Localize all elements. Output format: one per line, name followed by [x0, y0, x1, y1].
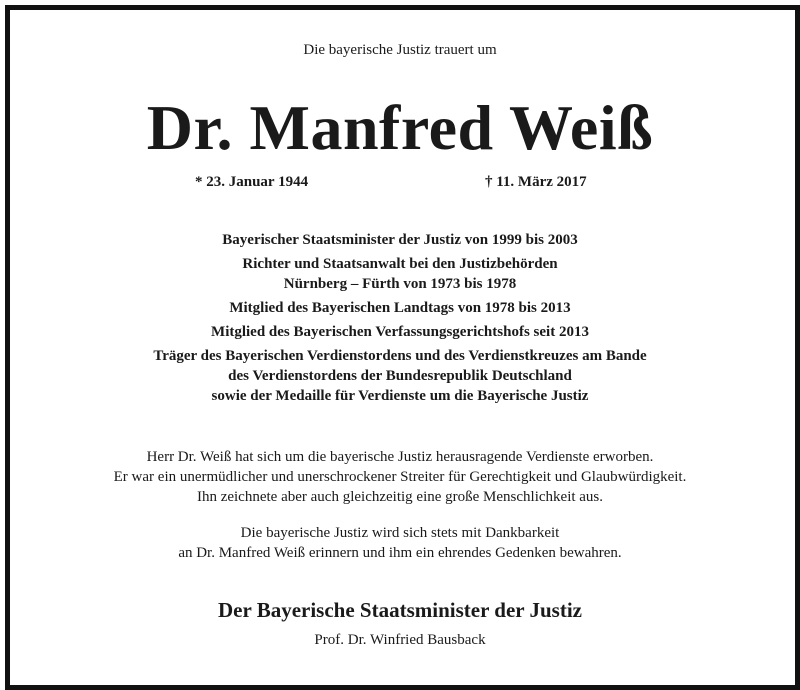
deceased-name: Dr. Manfred Weiß	[146, 92, 654, 163]
signatory-name: Prof. Dr. Winfried Bausback	[314, 632, 486, 648]
memory-paragraph	[0, 523, 800, 563]
death-date: † 11. März 2017	[485, 174, 587, 190]
career-line: Richter und Staatsanwalt bei den Justizbehörden	[242, 256, 558, 272]
signatory-title: Der Bayerische Staatsminister der Justiz	[218, 598, 582, 622]
tribute-line: Ihn zeichnete aber auch gleichzeitig eine große Menschlichkeit aus.	[196, 489, 604, 505]
tribute-line: Er war ein unermüdlicher und unerschrockener Streiter für Gerechtigkeit und Glaubwürdigkeit.	[113, 469, 687, 485]
career-item	[0, 254, 800, 294]
tribute-paragraph	[0, 447, 800, 507]
career-item	[0, 230, 800, 250]
tribute-line: Herr Dr. Weiß hat sich um die bayerische Justiz herausragende Verdienste erworben.	[146, 449, 654, 465]
career-line: Mitglied des Bayerischen Verfassungsgerichtshofs seit 2013	[211, 324, 589, 340]
career-list	[0, 230, 800, 406]
career-line: Bayerischer Staatsminister der Justiz von 1999 bis 2003	[222, 232, 578, 248]
career-line: Mitglied des Bayerischen Landtags von 1978 bis 2013	[229, 300, 571, 316]
career-line: Träger des Bayerischen Verdienstordens und des Verdienstkreuzes am Bande	[153, 348, 647, 364]
career-line: sowie der Medaille für Verdienste um die Bayerische Justiz	[211, 388, 589, 404]
intro-text: Die bayerische Justiz trauert um	[303, 42, 497, 58]
career-item	[0, 346, 800, 406]
birth-date: * 23. Januar 1944	[195, 174, 309, 190]
memory-line: an Dr. Manfred Weiß erinnern und ihm ein ehrendes Gedenken bewahren.	[178, 545, 622, 561]
career-line: des Verdienstordens der Bundesrepublik Deutschland	[228, 368, 572, 384]
career-item	[0, 298, 800, 318]
career-line: Nürnberg – Fürth von 1973 bis 1978	[283, 276, 517, 292]
career-item	[0, 322, 800, 342]
memory-line: Die bayerische Justiz wird sich stets mit Dankbarkeit	[240, 525, 560, 541]
